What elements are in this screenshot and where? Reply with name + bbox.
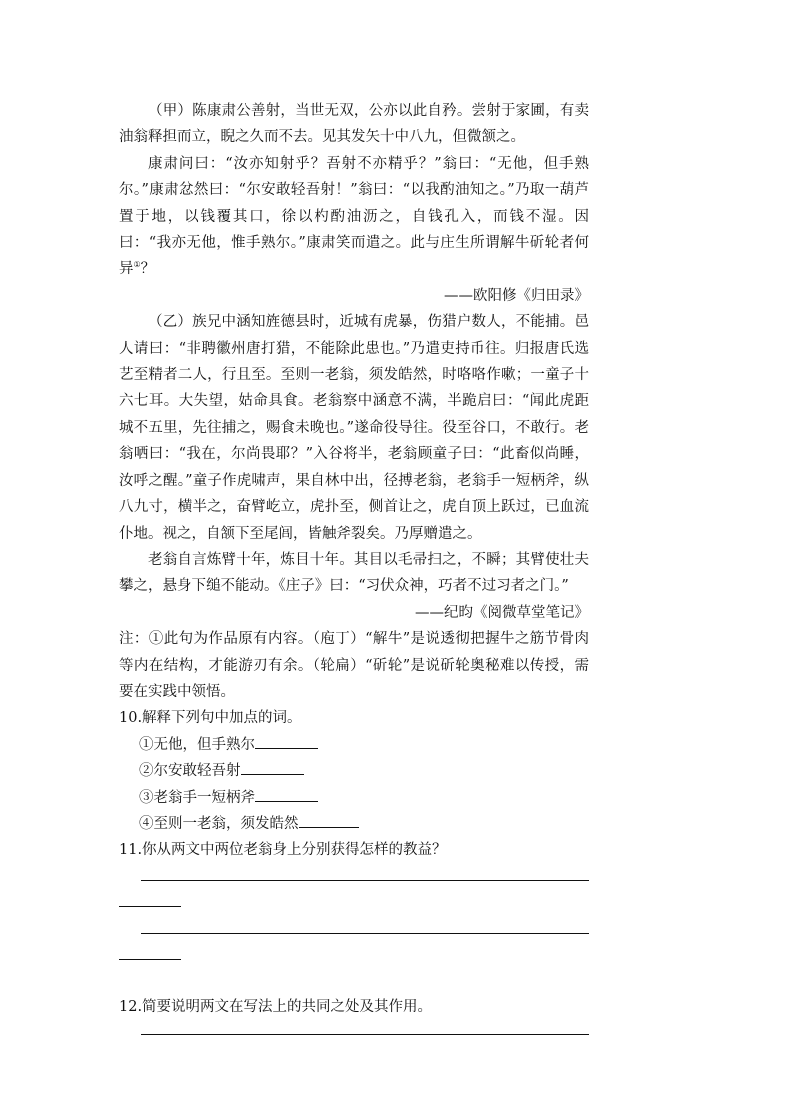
passage-jia-paragraph-1: （甲）陈康肃公善射，当世无双，公亦以此自矜。尝射于家圃，有卖油翁释担而立，睨之久而不去。见其发矢十中八九，但微颔之。 — [119, 103, 589, 146]
passage-jia-paragraph-2-end: ？ — [140, 261, 156, 278]
passage-jia-paragraph-2-text: 康肃问曰：“汝亦知射乎？吾射不亦精乎？”翁曰：“无他，但手熟尔。”康肃忿然曰：“尔安敢轻吾射！”翁曰：“以我酌油知之。”乃取一葫芦置于地，以钱覆其口，徐以杓酌油沥之，自钱孔入，而钱不湿。因曰：“我亦无他，惟手熟尔。”康肃笑而遣之。此与庄生所谓解牛斫轮者何异 — [119, 155, 589, 278]
question-10-item-2 — [119, 758, 589, 784]
answer-blank-1[interactable] — [255, 747, 318, 749]
question-11-title: 11.你从两文中两位老翁身上分别获得怎样的教益？ — [119, 842, 447, 859]
passage-jia-source: ——欧阳修《归田录》 — [444, 287, 589, 304]
answer-blank-3[interactable] — [255, 800, 318, 802]
question-11-answer-area — [119, 864, 589, 994]
annotation-note: 注：①此句为作品原有内容。（庖丁）“解牛”是说透彻把握牛之筋节骨肉等内在结构，才能游刃有余。（轮扁）“斫轮”是说斫轮奥秘难以传授，需要在实践中领悟。 — [119, 631, 589, 700]
answer-blank-2[interactable] — [241, 773, 304, 775]
question-10-item-3-text: ③老翁手一短柄斧 — [139, 789, 255, 806]
question-12-title: 12.简要说明两文在写法上的共同之处及其作用。 — [119, 998, 433, 1015]
passage-yi-paragraph-2: 老翁自言炼臂十年，炼目十年。其目以毛帚扫之，不瞬；其臂使壮夫攀之，悬身下缒不能动。《庄子》曰：“习伏众神，巧者不过习者之门。” — [119, 551, 589, 595]
passage-yi-source: ——纪昀《阅微草堂笔记》 — [415, 604, 589, 621]
question-10-item-4 — [119, 811, 589, 837]
answer-blank-4[interactable] — [299, 826, 359, 828]
question-10-item-1-text: ①无他，但手熟尔 — [139, 736, 255, 753]
question-12-answer-area — [119, 1020, 589, 1060]
passage-jia-paragraph-2 — [119, 151, 589, 283]
question-10-title: 10.解释下列句中加点的词。 — [119, 710, 302, 727]
answer-line-12-1[interactable] — [141, 1034, 589, 1035]
answer-line-11-2[interactable] — [141, 933, 589, 934]
footnote-marker: ① — [133, 260, 141, 270]
question-10-item-3 — [119, 785, 589, 811]
answer-line-11-2-cont[interactable] — [119, 959, 181, 960]
answer-line-11-1[interactable] — [141, 880, 589, 881]
content-area — [119, 98, 589, 1060]
question-10-item-4-text: ④至则一老翁，须发皓然 — [139, 815, 299, 832]
answer-line-11-1-cont[interactable] — [119, 906, 181, 907]
passage-yi-paragraph-1: （乙）族兄中涵知旌德县时，近城有虎暴，伤猎户数人，不能捕。邑人请曰：“非聘徽州唐打猎，不能除此患也。”乃遣吏持币往。归报唐氏选艺至精者二人，行且至。至则一老翁，须发皓然，时咯咯作嗽；一童子十六七耳。大失望，姑命具食。老翁察中涵意不满，半跪启曰：“闻此虎距城不五里，先往捕之，赐食未晚也。”遂命役导往。役至谷口，不敢行。老翁哂曰：“我在，尔尚畏耶？”入谷将半，老翁顾童子曰：“此畜似尚睡，汝呼之醒。”童子作虎啸声，果自林中出，径搏老翁，老翁手一短柄斧，纵八九寸，横半之，奋臂屹立，虎扑至，侧首让之，虎自顶上跃过，已血流仆地。视之，自颔下至尾闾，皆触斧裂矣。乃厚赠遣之。 — [119, 314, 589, 542]
question-10-item-1 — [119, 732, 589, 758]
question-10-item-2-text: ②尔安敢轻吾射 — [139, 763, 241, 780]
